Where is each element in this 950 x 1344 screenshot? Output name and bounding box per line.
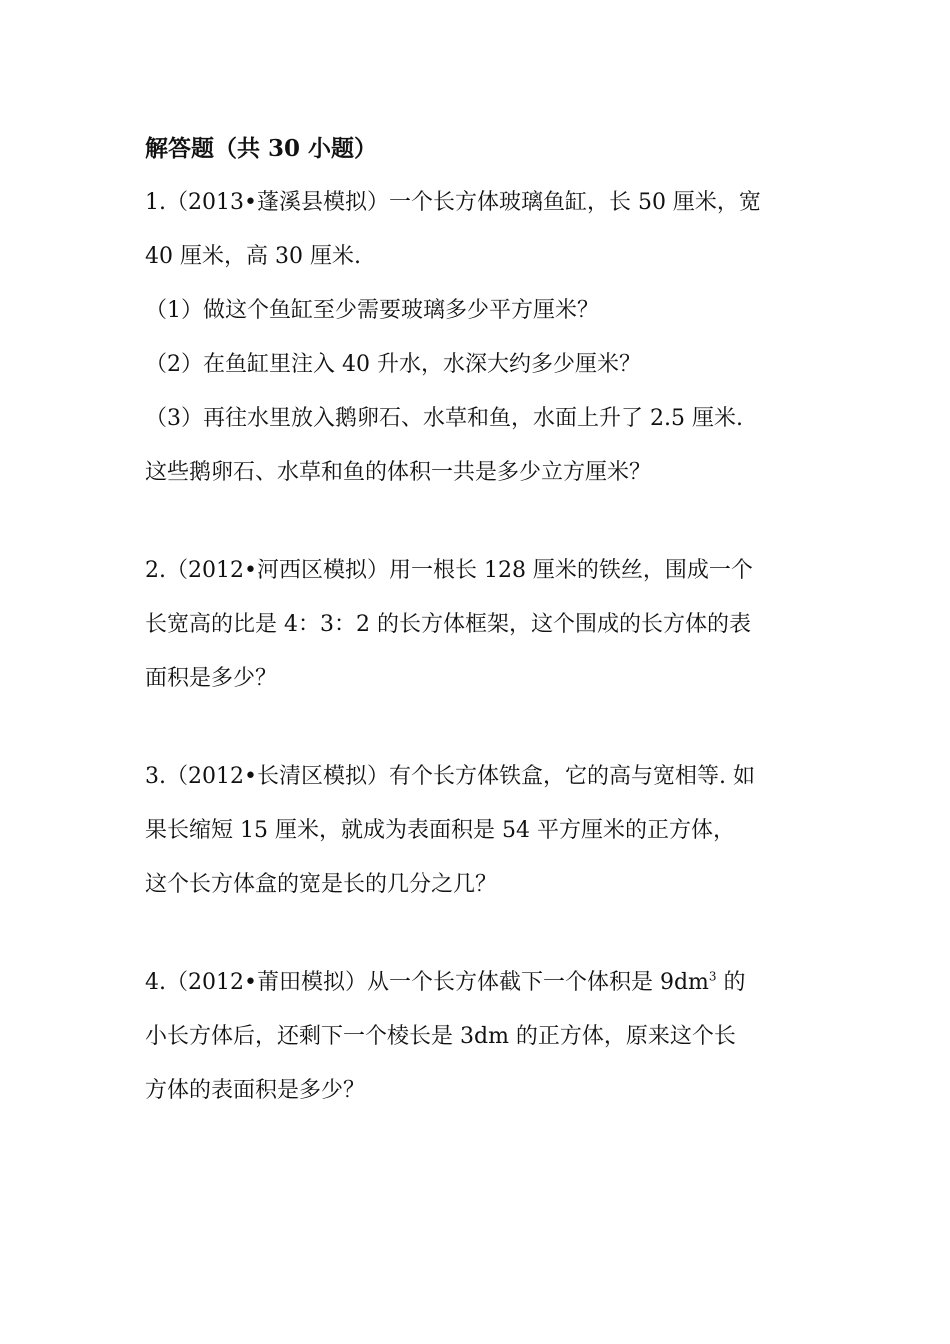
question-2-line-2: 长宽高的比是 4：3：2 的长方体框架，这个围成的长方体的表: [145, 612, 751, 637]
question-4-line-1: [145, 956, 810, 1010]
question-1: [145, 176, 810, 500]
question-4-line-1-text: 4.（2012•莆田模拟）从一个长方体截下一个体积是 9dm: [145, 970, 709, 995]
spacer: [145, 500, 810, 544]
question-2: [145, 544, 810, 706]
question-1-line-2: 40 厘米，高 30 厘米.: [145, 244, 361, 269]
question-4-line-1-tail: 的: [716, 970, 746, 995]
question-4-line-2: 小长方体后，还剩下一个棱长是 3dm 的正方体，原来这个长: [145, 1024, 736, 1049]
question-3: [145, 750, 810, 912]
question-1-part-1: （1）做这个鱼缸至少需要玻璃多少平方厘米？: [145, 298, 599, 323]
question-3-line-1: 3.（2012•长清区模拟）有个长方体铁盒，它的高与宽相等. 如: [145, 764, 755, 789]
question-4: [145, 956, 810, 1118]
question-1-part-3: （3）再往水里放入鹅卵石、水草和鱼，水面上升了 2.5 厘米.: [145, 406, 743, 431]
question-3-line-3: 这个长方体盒的宽是长的几分之几？: [145, 872, 498, 897]
question-3-line-2: 果长缩短 15 厘米，就成为表面积是 54 平方厘米的正方体，: [145, 818, 735, 843]
document-page: [145, 126, 810, 1118]
question-1-part-3-cont: 这些鹅卵石、水草和鱼的体积一共是多少立方厘米？: [145, 460, 652, 485]
section-title: 解答题（共 30 小题）: [145, 135, 378, 162]
question-1-part-2: （2）在鱼缸里注入 40 升水，水深大约多少厘米？: [145, 352, 641, 377]
question-4-line-3: 方体的表面积是多少？: [145, 1078, 366, 1103]
question-2-line-1: 2.（2012•河西区模拟）用一根长 128 厘米的铁丝，围成一个: [145, 558, 753, 583]
spacer: [145, 912, 810, 956]
question-2-line-3: 面积是多少？: [145, 666, 278, 691]
spacer: [145, 706, 810, 750]
question-1-line-1: 1.（2013•蓬溪县模拟）一个长方体玻璃鱼缸，长 50 厘米，宽: [145, 190, 761, 215]
superscript-exponent: 3: [708, 969, 717, 984]
